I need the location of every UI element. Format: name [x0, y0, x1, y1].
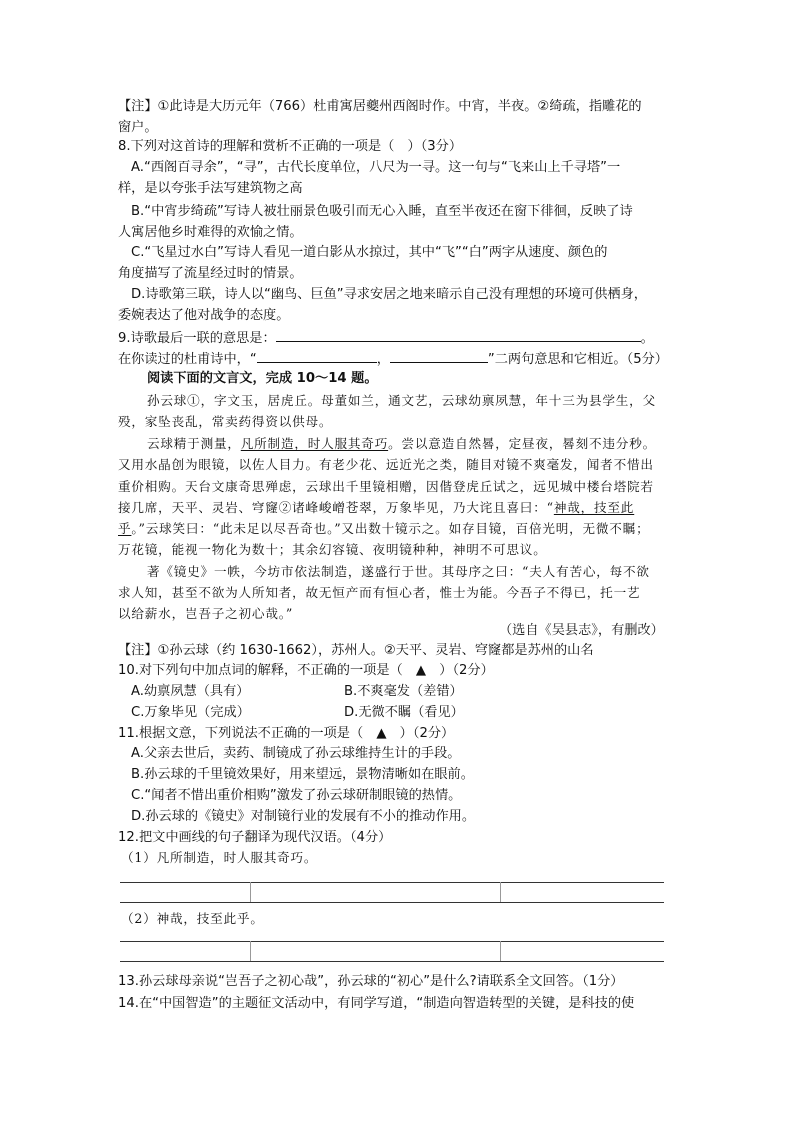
- q8-option-a: A.“西阁百寻余”，“寻”，古代长度单位，八尺为一寻。这一句与“飞来山上千寻塔”一: [131, 160, 621, 175]
- answer-line[interactable]: [120, 941, 664, 942]
- q9-line2-suffix: ”二两句意思和它相近。（5分）: [487, 352, 668, 367]
- passage-line: 著《镜史》一帙，今坊市依法制造，遂盛行于世。其母序之曰：“夫人有苦心，每不欲: [147, 564, 650, 579]
- q10-option-a: A.幼禀夙慧（具有）: [131, 684, 250, 699]
- q10-option-c: C.万象毕见（完成）: [131, 705, 250, 720]
- poem-note-continued: 窗户。: [118, 120, 158, 135]
- q11-option-c: C.“闻者不惜出重价相购”激发了孙云球研制眼镜的热情。: [131, 788, 462, 803]
- passage-line: 万花镜，能视一物化为数十；其余幻容镜、夜明镜种种，神明不可思议。: [118, 542, 547, 557]
- q8-option-a-cont: 样，是以夸张手法写建筑物之高: [118, 181, 303, 196]
- q11-option-b: B.孙云球的千里镜效果好，用来望远，景物清晰如在眼前。: [131, 767, 474, 782]
- q9-poem-blank-2[interactable]: [390, 348, 488, 363]
- passage-source: （选自《吴县志》，有删改）: [499, 623, 664, 638]
- passage-text: 。尝以意造自然晷，定昼夜，晷刻不违分秒。: [388, 436, 656, 451]
- passage-line: [118, 519, 649, 539]
- table-divider: [500, 941, 501, 961]
- q11-option-a: A.父亲去世后，卖药、制镜成了孙云球维持生计的手段。: [131, 746, 461, 761]
- q8-option-b: B.“中宵步绮疏”写诗人被壮丽景色吸引而无心入睡，直至半夜还在窗下徘徊，反映了诗: [131, 204, 633, 219]
- q9-line2-prefix: 在你读过的杜甫诗中，“: [118, 352, 257, 367]
- q8-option-b-cont: 人寓居他乡时难得的欢愉之情。: [118, 225, 303, 240]
- table-divider: [500, 882, 501, 902]
- question-11-stem: 11.根据文意，下列说法不正确的一项是（ ▲ ）（2分）: [118, 726, 455, 741]
- passage-line: [118, 498, 634, 518]
- table-divider: [250, 882, 251, 902]
- question-9-line2: [118, 348, 668, 370]
- question-14: 14.在“中国智造”的主题征文活动中，有同学写道，“制造向智造转型的关键，是科技的使: [118, 996, 635, 1011]
- q8-option-c-cont: 角度描写了流星经过时的情景。: [118, 266, 303, 281]
- underlined-sentence-2: 神哉，技至此: [553, 500, 635, 515]
- question-9-line1: [118, 327, 654, 349]
- passage-line: 孙云球①，字文玉，居虎丘。母董如兰，通文艺，云球幼禀夙慧，年十三为县学生，父: [147, 393, 656, 408]
- passage-note: 【注】①孙云球（约 1630-1662），苏州人。②天平、灵岩、穹窿都是苏州的山名: [118, 643, 594, 658]
- q9-line2-comma: ，: [376, 352, 390, 367]
- underlined-sentence-2-end: 乎: [118, 521, 132, 536]
- reading-instruction: 阅读下面的文言文，完成 10～14 题。: [147, 371, 378, 386]
- q8-option-d: D.诗歌第三联，诗人以“幽鸟、巨鱼”寻求安居之地来暗示自己没有理想的环境可供栖身，: [131, 287, 647, 302]
- question-13: 13.孙云球母亲说“岂吾子之初心哉”，孙云球的“初心”是什么?请联系全文回答。（1分）: [118, 974, 624, 989]
- passage-line: 重价相购。天台文康奇思殚虑，云球出千里镜相赠，因偕登虎丘试之，远见城中楼台塔院若: [118, 479, 654, 494]
- q11-option-d: D.孙云球的《镜史》对制镜行业的发展有不小的推动作用。: [131, 809, 476, 824]
- q9-prompt: 9.诗歌最后一联的意思是：: [118, 331, 276, 346]
- question-10-stem: 10.对下列句中加点词的解释，不正确的一项是（ ▲ ）（2分）: [118, 663, 494, 678]
- passage-line: 以给薪水，岂吾子之初心哉。”: [118, 606, 294, 621]
- passage-line: 求人知，甚至不欲为人所知者，故无恒产而有恒心者，惟士为能。今吾子不得已，托一艺: [118, 585, 641, 600]
- answer-line[interactable]: [120, 902, 664, 903]
- passage-text: 。”云球笑曰：“此未足以尽吾奇也。”又出数十镜示之。如存目镜，百倍光明，无微不瞩；: [131, 521, 650, 536]
- q12-sentence-1: （1）凡所制造，时人服其奇巧。: [121, 850, 318, 865]
- q12-sentence-2: （2）神哉，技至此乎。: [121, 911, 264, 926]
- q9-period: 。: [640, 331, 654, 346]
- underlined-sentence-1: 凡所制造，时人服其奇巧: [240, 436, 389, 451]
- passage-line: 又用水晶创为眼镜，以佐人目力。有老少花、远近光之类，随目对镜不爽毫发，闻者不惜出: [118, 457, 654, 472]
- question-8-stem: 8.下列对这首诗的理解和赏析不正确的一项是（ ）（3分）: [118, 139, 463, 154]
- table-divider: [250, 941, 251, 961]
- q9-poem-blank-1[interactable]: [257, 348, 377, 363]
- answer-line[interactable]: [120, 882, 664, 883]
- passage-line: [147, 434, 656, 454]
- q10-option-d: D.无微不瞩（看见）: [344, 705, 464, 720]
- passage-line: 殁，家坠丧乱，常卖药得资以供母。: [118, 414, 333, 429]
- answer-line[interactable]: [120, 961, 664, 962]
- q8-option-c: C.“飞星过水白”写诗人看见一道白影从水掠过，其中“飞”“白”两字从速度、颜色的: [131, 245, 608, 260]
- passage-text: 接几席，天平、灵岩、穹窿②诸峰峻嶒苍翠，万象毕见，乃大诧且喜曰：“: [118, 500, 554, 515]
- passage-text: 云球精于测量，: [147, 436, 241, 451]
- q9-answer-blank[interactable]: [276, 327, 641, 342]
- q10-option-b: B.不爽毫发（差错）: [344, 684, 463, 699]
- question-12-stem: 12.把文中画线的句子翻译为现代汉语。（4分）: [118, 830, 392, 845]
- q8-option-d-cont: 委婉表达了他对战争的态度。: [118, 308, 290, 323]
- poem-note: 【注】①此诗是大历元年（766）杜甫寓居夔州西阁时作。中宵，半夜。②绮疏，指雕花的: [118, 99, 642, 114]
